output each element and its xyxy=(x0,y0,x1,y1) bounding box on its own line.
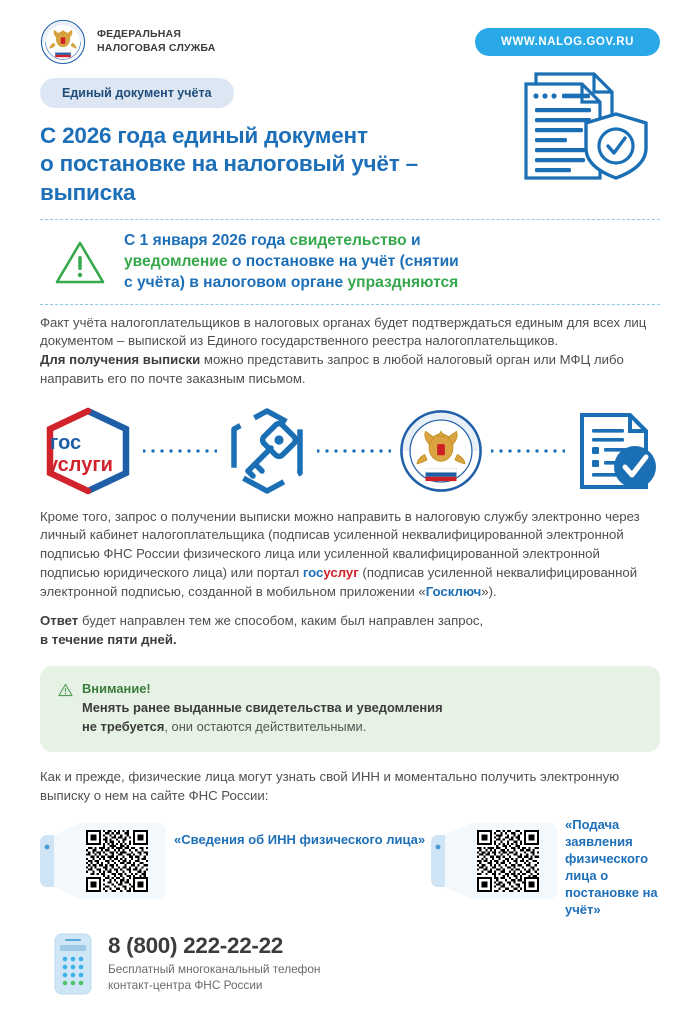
attention-text xyxy=(82,680,443,737)
paragraph-2-rest: можно представить запрос в любой налоговый орган или МФЦ либо направить его по почте заказным письмом. xyxy=(40,352,624,386)
qr-row xyxy=(40,815,660,918)
gosuslugi-logo-icon xyxy=(40,407,136,495)
qr-label-registration: «Подача заявления физического лица о постановке на учёт» xyxy=(565,817,658,917)
warning-line1 xyxy=(124,231,459,252)
icon-cell-document-check xyxy=(572,407,660,495)
icon-cell-key xyxy=(224,407,310,495)
attention-line1 xyxy=(82,699,443,718)
agency-name-line1: ФЕДЕРАЛЬНАЯ xyxy=(97,28,182,41)
hotline-description-line2: контакт-центра ФНС России xyxy=(108,977,263,992)
gosuslugi-word-uslug: услуг xyxy=(323,564,359,580)
hotline-description xyxy=(108,962,320,993)
warning-line3-highlight: упраздняются xyxy=(347,273,459,291)
gosuslugi-text-top: гос xyxy=(50,431,82,454)
qr-intro-text: Как и прежде, физические лица могут узнать свой ИНН и моментально получить электронную выписку о нем на сайте ФНС России: xyxy=(40,768,620,803)
qr-code-inn-info[interactable] xyxy=(86,830,148,892)
warning-line3-a: с учёта) в налоговом органе xyxy=(124,273,348,291)
document-check-icon xyxy=(572,407,660,495)
paragraph-3-c: »). xyxy=(481,583,497,599)
goskey-word: Госключ xyxy=(425,583,482,599)
warning-line2 xyxy=(124,252,459,273)
hotline-number[interactable]: 8 (800) 222-22-22 xyxy=(108,933,284,959)
fns-emblem-round-icon xyxy=(398,407,484,495)
process-icon-strip xyxy=(40,403,660,499)
page-title-line1: С 2026 года единый документ xyxy=(40,123,368,148)
paragraph-4 xyxy=(40,612,660,649)
warning-text xyxy=(124,231,459,294)
page-title-line3: выписка xyxy=(40,179,136,205)
paragraph-1: Факт учёта налогоплательщиков в налоговых органах будет подтверждаться единым для всех лиц документом – выпиской из Единого государственного реестра налогоплательщиков. xyxy=(40,314,647,349)
paragraph-2 xyxy=(40,351,660,388)
qr-card-1 xyxy=(40,815,168,907)
key-icon xyxy=(224,407,310,495)
attention-line1-text: Менять ранее выданные свидетельства и уведомления xyxy=(82,700,443,716)
gosuslugi-text-bottom: услуги xyxy=(47,453,113,476)
warning-line3 xyxy=(124,273,459,294)
attention-callout xyxy=(40,666,660,752)
qr-label-inn-info: «Сведения об ИНН физического лица» xyxy=(174,832,426,848)
dotted-connector-1 xyxy=(143,449,217,453)
paragraph-3 xyxy=(40,508,660,602)
attention-line2 xyxy=(82,718,443,737)
body-copy-top xyxy=(40,305,660,389)
agency-name-line2: НАЛОГОВАЯ СЛУЖБА xyxy=(97,42,216,54)
qr-unit-inn-info xyxy=(40,815,425,907)
attention-title: Внимание! xyxy=(82,680,151,696)
qr-code-registration-application[interactable] xyxy=(477,830,539,892)
website-url-badge[interactable]: WWW.NALOG.GOV.RU xyxy=(475,28,660,56)
warning-banner xyxy=(40,220,660,304)
page-header xyxy=(40,0,660,62)
paragraph-4-rest: будет направлен тем же способом, каким был направлен запрос, xyxy=(78,613,484,629)
paragraph-2-lead: Для получения выписки xyxy=(40,352,201,368)
warning-line1-c: и xyxy=(406,232,421,250)
attention-line2-rest: , они остаются действительными. xyxy=(164,719,367,735)
contact-details xyxy=(108,934,320,993)
paragraph-3-a: Кроме того, запрос о получении выписки можно направить в налоговую службу электронно через личный кабинет налогоплательщика (подписав усиленной неквалифицированной электронной подписью ФНС России физического лица или усиленной квалифицированной электронной подписью юридического лица) или портал xyxy=(40,508,640,580)
warning-line1-a: С 1 января 2026 года xyxy=(124,232,290,250)
page-title-line2: о постановке на налоговый учёт – xyxy=(40,151,418,177)
dotted-connector-3 xyxy=(491,449,565,453)
paragraph-4-term: в течение пяти дней. xyxy=(40,632,177,648)
qr-card-2 xyxy=(431,815,559,907)
phone-keypad-icon xyxy=(54,933,92,995)
icon-cell-gosuslugi xyxy=(40,407,136,495)
fns-emblem xyxy=(40,19,86,65)
warning-line1-highlight: свидетельство xyxy=(289,232,407,250)
body-copy-middle xyxy=(40,499,660,650)
warning-triangle-icon xyxy=(58,683,73,697)
paragraph-4-lead: Ответ xyxy=(40,613,79,629)
hotline-description-line1: Бесплатный многоканальный телефон xyxy=(108,962,321,977)
dotted-connector-2 xyxy=(317,449,391,453)
brand-block xyxy=(40,19,216,65)
paragraph-3-b: (подписав усиленной неквалифицированной электронной подписью, созданной в мобильном приложении « xyxy=(40,564,638,599)
page-title xyxy=(40,122,460,207)
contact-footer xyxy=(40,933,660,995)
warning-line2-b: о постановке на учёт (снятии xyxy=(227,252,459,270)
icon-cell-fns xyxy=(398,407,484,495)
warning-line2-highlight: уведомление xyxy=(124,252,228,270)
attention-line2-bold: не требуется xyxy=(82,719,165,735)
gosuslugi-word-gos: гос xyxy=(302,564,324,580)
hero-section xyxy=(40,62,660,207)
warning-triangle-icon xyxy=(54,238,106,286)
topic-chip: Единый документ учёта xyxy=(40,78,234,108)
agency-name xyxy=(97,28,216,56)
qr-unit-registration xyxy=(431,815,660,918)
document-shield-check-illustration xyxy=(508,68,658,186)
